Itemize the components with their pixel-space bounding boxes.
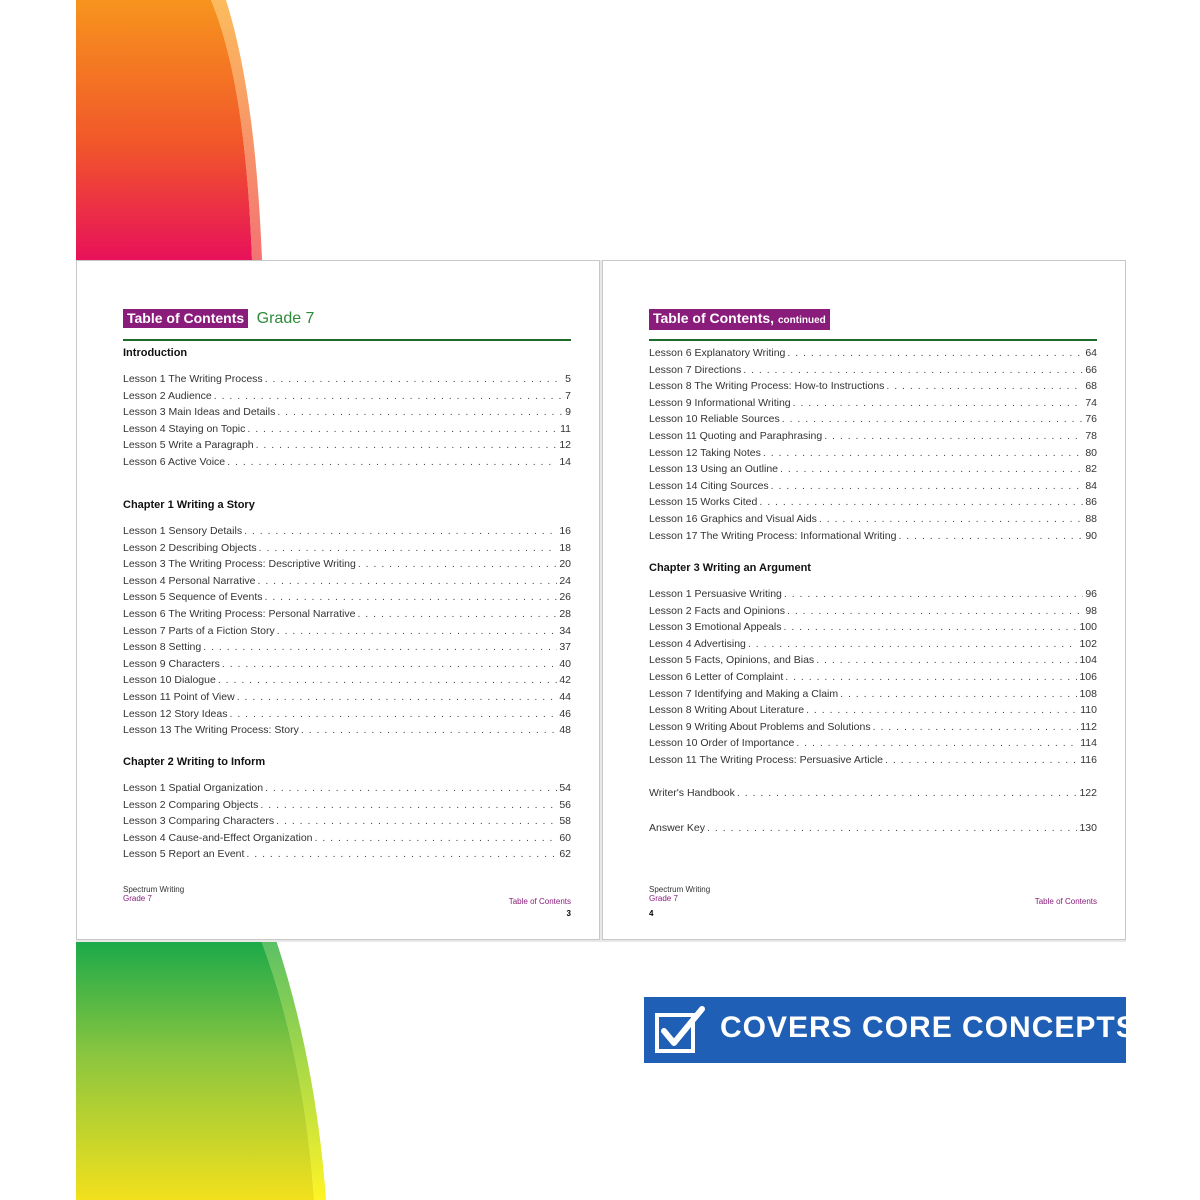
toc-entry	[649, 636, 1097, 653]
toc-header	[123, 309, 571, 341]
entry-page-number: 26	[559, 591, 571, 604]
toc-section-handbook	[649, 785, 1097, 802]
leader-dots	[771, 478, 1084, 495]
toc-entry	[649, 362, 1097, 379]
entry-page-number: 34	[559, 624, 571, 637]
toc-entry	[649, 686, 1097, 703]
leader-dots	[358, 556, 557, 573]
entry-page-number: 42	[559, 674, 571, 687]
entry-page-number: 122	[1079, 787, 1097, 799]
toc-section-chapter-2	[123, 754, 571, 863]
leader-dots	[276, 813, 557, 830]
entry-title: Lesson 7 Directions	[649, 363, 742, 376]
toc-entry	[649, 603, 1097, 620]
entry-page-number: 84	[1085, 479, 1097, 492]
footer-grade: Grade 7	[123, 894, 152, 903]
leader-dots	[898, 528, 1083, 545]
toc-entry	[649, 652, 1097, 669]
entry-title: Lesson 5 Facts, Opinions, and Bias	[649, 654, 815, 667]
toc-entry	[123, 813, 571, 830]
entry-page-number: 20	[559, 558, 571, 571]
toc-entry	[649, 719, 1097, 736]
entry-page-number: 114	[1080, 737, 1097, 750]
entry-page-number: 68	[1085, 380, 1097, 393]
toc-entry	[123, 573, 571, 590]
entry-page-number: 98	[1085, 604, 1097, 617]
leader-dots	[787, 345, 1083, 362]
toc-entry	[123, 846, 571, 863]
entry-title: Answer Key	[649, 822, 706, 834]
entry-title: Lesson 9 Informational Writing	[649, 396, 791, 409]
toc-entry	[649, 411, 1097, 428]
toc-entry	[123, 437, 571, 454]
leader-dots	[785, 669, 1077, 686]
entry-title: Lesson 3 Emotional Appeals	[649, 621, 782, 634]
toc-entry	[123, 589, 571, 606]
toc-entry	[649, 428, 1097, 445]
chapter-heading: Introduction	[123, 347, 188, 359]
entry-page-number: 96	[1085, 588, 1097, 600]
toc-entry	[649, 478, 1097, 495]
toc-entry	[123, 639, 571, 656]
entry-page-number: 11	[560, 422, 571, 435]
chapter-heading: Chapter 3 Writing an Argument	[649, 562, 811, 574]
toc-entry	[649, 702, 1097, 719]
entry-title: Lesson 11 Quoting and Paraphrasing	[649, 429, 823, 442]
leader-dots	[246, 846, 557, 863]
toc-section-chapter-2-continued	[649, 345, 1097, 544]
leader-dots	[806, 702, 1078, 719]
toc-entry	[123, 371, 571, 388]
leader-dots	[214, 388, 563, 405]
footer-series: Spectrum Writing	[123, 885, 185, 894]
page-number: 3	[566, 909, 571, 918]
entry-page-number: 80	[1085, 446, 1097, 459]
toc-entry	[649, 494, 1097, 511]
toc-section-chapter-1	[123, 497, 571, 739]
toc-entry	[123, 606, 571, 623]
toc-entry	[123, 830, 571, 847]
leader-dots	[707, 820, 1077, 837]
entry-page-number: 9	[565, 406, 571, 419]
leader-dots	[237, 689, 558, 706]
entry-page-number: 108	[1079, 687, 1097, 700]
toc-entry	[123, 454, 571, 471]
leader-dots	[315, 830, 558, 847]
toc-entry	[123, 689, 571, 706]
entry-page-number: 46	[559, 707, 571, 720]
entry-title: Lesson 12 Taking Notes	[649, 446, 761, 459]
entry-page-number: 54	[559, 782, 571, 794]
entry-page-number: 104	[1079, 654, 1097, 667]
entry-title: Lesson 10 Order of Importance	[649, 737, 795, 750]
entry-title: Lesson 6 Letter of Complaint	[649, 670, 784, 683]
entry-page-number: 90	[1085, 529, 1097, 542]
leader-dots	[780, 461, 1083, 478]
entry-title: Lesson 8 Writing About Literature	[649, 704, 805, 717]
footer-label: Table of Contents	[508, 897, 571, 906]
leader-dots	[743, 362, 1083, 379]
entry-title: Lesson 16 Graphics and Visual Aids	[649, 512, 817, 525]
toc-section-chapter-3	[649, 560, 1097, 769]
leader-dots	[259, 540, 558, 557]
entry-title: Lesson 6 Active Voice	[123, 455, 226, 468]
page-footer	[649, 885, 1097, 918]
toc-entry	[649, 669, 1097, 686]
entry-title: Lesson 4 Advertising	[649, 637, 746, 650]
leader-dots	[203, 639, 557, 656]
cover-swoosh-top	[76, 0, 266, 260]
entry-title: Lesson 12 Story Ideas	[123, 707, 228, 720]
footer-series: Spectrum Writing	[649, 885, 711, 894]
entry-title: Lesson 9 Writing About Problems and Solutions	[649, 720, 871, 733]
leader-dots	[873, 719, 1079, 736]
entry-page-number: 100	[1079, 621, 1097, 634]
entry-page-number: 76	[1085, 413, 1097, 426]
toc-entry	[123, 797, 571, 814]
entry-page-number: 66	[1085, 363, 1097, 376]
entry-page-number: 16	[559, 525, 571, 537]
entry-title: Writer's Handbook	[649, 787, 735, 799]
entry-page-number: 116	[1080, 753, 1097, 766]
leader-dots	[265, 371, 563, 388]
entry-page-number: 78	[1085, 429, 1097, 442]
toc-title-text: Table of Contents,	[653, 310, 775, 326]
entry-page-number: 102	[1079, 637, 1097, 650]
entry-page-number: 130	[1079, 822, 1097, 834]
toc-entry	[123, 722, 571, 739]
entry-page-number: 86	[1085, 496, 1097, 509]
entry-title: Lesson 7 Parts of a Fiction Story	[123, 624, 275, 637]
entry-page-number: 106	[1079, 670, 1097, 683]
toc-entry	[649, 785, 1097, 802]
entry-page-number: 28	[559, 607, 571, 620]
entry-title: Lesson 6 The Writing Process: Personal Narrative	[123, 607, 356, 620]
chapter-heading: Chapter 1 Writing a Story	[123, 499, 255, 511]
leader-dots	[229, 706, 557, 723]
leader-dots	[737, 785, 1078, 802]
toc-entry	[649, 735, 1097, 752]
leader-dots	[784, 619, 1078, 636]
page-number: 4	[649, 909, 654, 918]
leader-dots	[227, 454, 557, 471]
leader-dots	[260, 797, 557, 814]
leader-dots	[886, 378, 1083, 395]
entry-title: Lesson 9 Characters	[123, 657, 220, 670]
toc-section-answer-key	[649, 820, 1097, 837]
leader-dots	[885, 752, 1078, 769]
entry-page-number: 44	[559, 690, 571, 703]
leader-dots	[244, 523, 557, 540]
toc-title	[649, 309, 830, 330]
entry-title: Lesson 5 Write a Paragraph	[123, 439, 254, 452]
leader-dots	[247, 421, 558, 438]
entry-title: Lesson 5 Report an Event	[123, 848, 245, 861]
toc-entry	[649, 445, 1097, 462]
toc-entry	[123, 656, 571, 673]
entry-title: Lesson 2 Audience	[123, 389, 212, 402]
toc-entry	[123, 672, 571, 689]
toc-title-suffix: continued	[777, 315, 826, 326]
entry-title: Lesson 2 Facts and Opinions	[649, 604, 785, 617]
footer-label: Table of Contents	[1034, 897, 1097, 906]
entry-page-number: 48	[559, 724, 571, 737]
entry-title: Lesson 6 Explanatory Writing	[649, 347, 786, 359]
leader-dots	[819, 511, 1083, 528]
entry-page-number: 82	[1085, 463, 1097, 476]
entry-title: Lesson 4 Staying on Topic	[123, 422, 246, 435]
leader-dots	[796, 735, 1078, 752]
leader-dots	[784, 586, 1083, 603]
entry-title: Lesson 3 Comparing Characters	[123, 815, 275, 828]
entry-title: Lesson 1 Spatial Organization	[123, 782, 264, 794]
entry-page-number: 60	[559, 831, 571, 844]
entry-page-number: 58	[559, 815, 571, 828]
entry-page-number: 24	[559, 574, 571, 587]
entry-page-number: 18	[559, 541, 571, 554]
entry-page-number: 14	[559, 455, 571, 468]
toc-entry	[123, 540, 571, 557]
entry-title: Lesson 14 Citing Sources	[649, 479, 769, 492]
toc-entry	[649, 752, 1097, 769]
leader-dots	[265, 589, 558, 606]
toc-entry	[123, 706, 571, 723]
leader-dots	[277, 623, 558, 640]
entry-title: Lesson 8 The Writing Process: How-to Instructions	[649, 380, 885, 393]
toc-entry	[649, 395, 1097, 412]
entry-title: Lesson 1 Sensory Details	[123, 525, 243, 537]
entry-title: Lesson 8 Setting	[123, 641, 202, 654]
leader-dots	[218, 672, 557, 689]
book-spread	[76, 260, 1126, 942]
entry-page-number: 62	[559, 848, 571, 861]
leader-dots	[816, 652, 1077, 669]
toc-entry	[123, 421, 571, 438]
toc-entry	[123, 780, 571, 797]
entry-page-number: 74	[1085, 396, 1097, 409]
entry-title: Lesson 10 Dialogue	[123, 674, 216, 687]
entry-page-number: 5	[565, 373, 571, 385]
banner-text: COVERS CORE CONCEPTS	[720, 1011, 1137, 1044]
cover-swoosh-bottom	[76, 940, 336, 1200]
chapter-heading: Chapter 2 Writing to Inform	[123, 756, 266, 768]
entry-title: Lesson 5 Sequence of Events	[123, 591, 263, 604]
leader-dots	[782, 411, 1084, 428]
entry-title: Lesson 15 Works Cited	[649, 496, 758, 509]
entry-title: Lesson 3 The Writing Process: Descriptive Writing	[123, 558, 356, 571]
page-footer	[123, 885, 571, 918]
toc-entry	[649, 461, 1097, 478]
entry-title: Lesson 1 Persuasive Writing	[649, 588, 782, 600]
entry-page-number: 64	[1085, 347, 1097, 359]
entry-title: Lesson 13 The Writing Process: Story	[123, 724, 299, 737]
covers-core-concepts-banner	[644, 997, 1137, 1063]
leader-dots	[787, 603, 1083, 620]
toc-entry	[649, 378, 1097, 395]
entry-page-number: 7	[565, 389, 571, 402]
right-page	[602, 260, 1126, 940]
footer-grade: Grade 7	[649, 894, 678, 903]
toc-entry	[649, 820, 1097, 837]
leader-dots	[258, 573, 558, 590]
leader-dots	[277, 404, 563, 421]
leader-dots	[763, 445, 1083, 462]
entry-page-number: 112	[1080, 720, 1097, 733]
leader-dots	[748, 636, 1078, 653]
leader-dots	[256, 437, 558, 454]
entry-page-number: 37	[559, 641, 571, 654]
checkbox-check-icon	[654, 1005, 706, 1055]
toc-entry	[649, 586, 1097, 603]
toc-entry	[123, 623, 571, 640]
entry-title: Lesson 1 The Writing Process	[123, 373, 263, 385]
entry-title: Lesson 4 Personal Narrative	[123, 574, 256, 587]
leader-dots	[222, 656, 557, 673]
entry-title: Lesson 7 Identifying and Making a Claim	[649, 687, 839, 700]
toc-entry	[123, 523, 571, 540]
toc-entry	[649, 345, 1097, 362]
entry-title: Lesson 17 The Writing Process: Informational Writing	[649, 529, 897, 542]
toc-entry	[123, 404, 571, 421]
entry-title: Lesson 11 The Writing Process: Persuasive Article	[649, 753, 884, 766]
toc-header	[649, 309, 1097, 341]
leader-dots	[759, 494, 1083, 511]
toc-entry	[649, 528, 1097, 545]
leader-dots	[301, 722, 557, 739]
leader-dots	[357, 606, 557, 623]
entry-title: Lesson 3 Main Ideas and Details	[123, 406, 276, 419]
entry-title: Lesson 10 Reliable Sources	[649, 413, 780, 426]
toc-section-introduction	[123, 345, 571, 471]
entry-page-number: 88	[1085, 512, 1097, 525]
toc-entry	[649, 511, 1097, 528]
entry-title: Lesson 13 Using an Outline	[649, 463, 778, 476]
toc-entry	[123, 556, 571, 573]
grade-label: Grade 7	[256, 310, 315, 327]
leader-dots	[793, 395, 1084, 412]
leader-dots	[265, 780, 557, 797]
entry-title: Lesson 11 Point of View	[123, 690, 235, 703]
leader-dots	[840, 686, 1077, 703]
entry-title: Lesson 2 Comparing Objects	[123, 798, 259, 811]
entry-page-number: 56	[559, 798, 571, 811]
entry-page-number: 40	[559, 657, 571, 670]
entry-page-number: 12	[559, 439, 571, 452]
entry-title: Lesson 4 Cause-and-Effect Organization	[123, 831, 313, 844]
toc-title: Table of Contents	[123, 309, 248, 328]
left-page	[76, 260, 600, 940]
leader-dots	[824, 428, 1083, 445]
toc-entry	[649, 619, 1097, 636]
entry-title: Lesson 2 Describing Objects	[123, 541, 257, 554]
entry-page-number: 110	[1080, 704, 1097, 717]
toc-entry	[123, 388, 571, 405]
